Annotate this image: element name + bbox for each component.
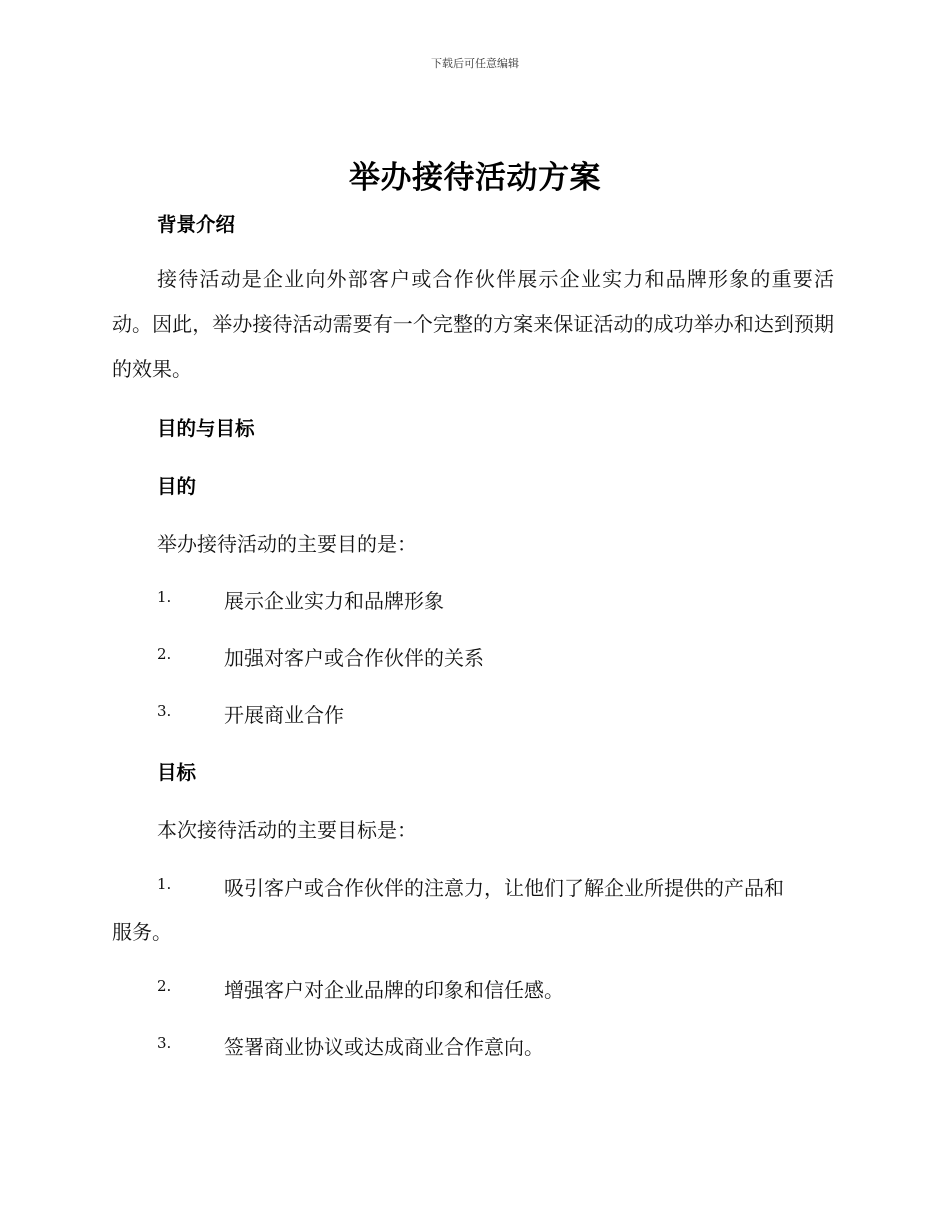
list-item (0, 974, 950, 1004)
list-text: 加强对客户或合作伙伴的关系 (224, 646, 484, 670)
list-number: 3. (157, 702, 172, 720)
header-note: 下载后可任意编辑 (431, 57, 519, 70)
background-paragraph: 接待活动是企业向外部客户或合作伙伴展示企业实力和品牌形象的重要活动。因此，举办接待活动需要有一个完整的方案来保证活动的成功举办和达到预期的效果。 (112, 267, 834, 381)
list-text: 吸引客户或合作伙伴的注意力，让他们了解企业所提供的产品和 (224, 876, 784, 900)
list-text-continuation: 服务。 (112, 920, 172, 944)
goals-intro: 本次接待活动的主要目标是： (157, 818, 417, 842)
heading-purpose: 目的 (157, 475, 197, 498)
list-number: 2. (157, 645, 172, 663)
purpose-intro: 举办接待活动的主要目的是： (157, 532, 417, 556)
list-number: 1. (157, 875, 172, 893)
heading-background: 背景介绍 (157, 213, 236, 236)
list-number: 1. (157, 588, 172, 606)
document-title: 举办接待活动方案 (349, 160, 601, 196)
list-number: 2. (157, 977, 172, 995)
list-item (0, 872, 950, 902)
list-number: 3. (157, 1034, 172, 1052)
list-text: 展示企业实力和品牌形象 (224, 589, 444, 613)
list-item (0, 642, 950, 672)
heading-goals: 目标 (157, 761, 197, 784)
list-item (0, 1031, 950, 1061)
list-text: 签署商业协议或达成商业合作意向。 (224, 1035, 544, 1059)
list-text: 增强客户对企业品牌的印象和信任感。 (224, 978, 564, 1002)
list-item (0, 699, 950, 729)
heading-purpose-goals: 目的与目标 (157, 417, 255, 440)
list-item (0, 585, 950, 615)
list-text: 开展商业合作 (224, 703, 344, 727)
